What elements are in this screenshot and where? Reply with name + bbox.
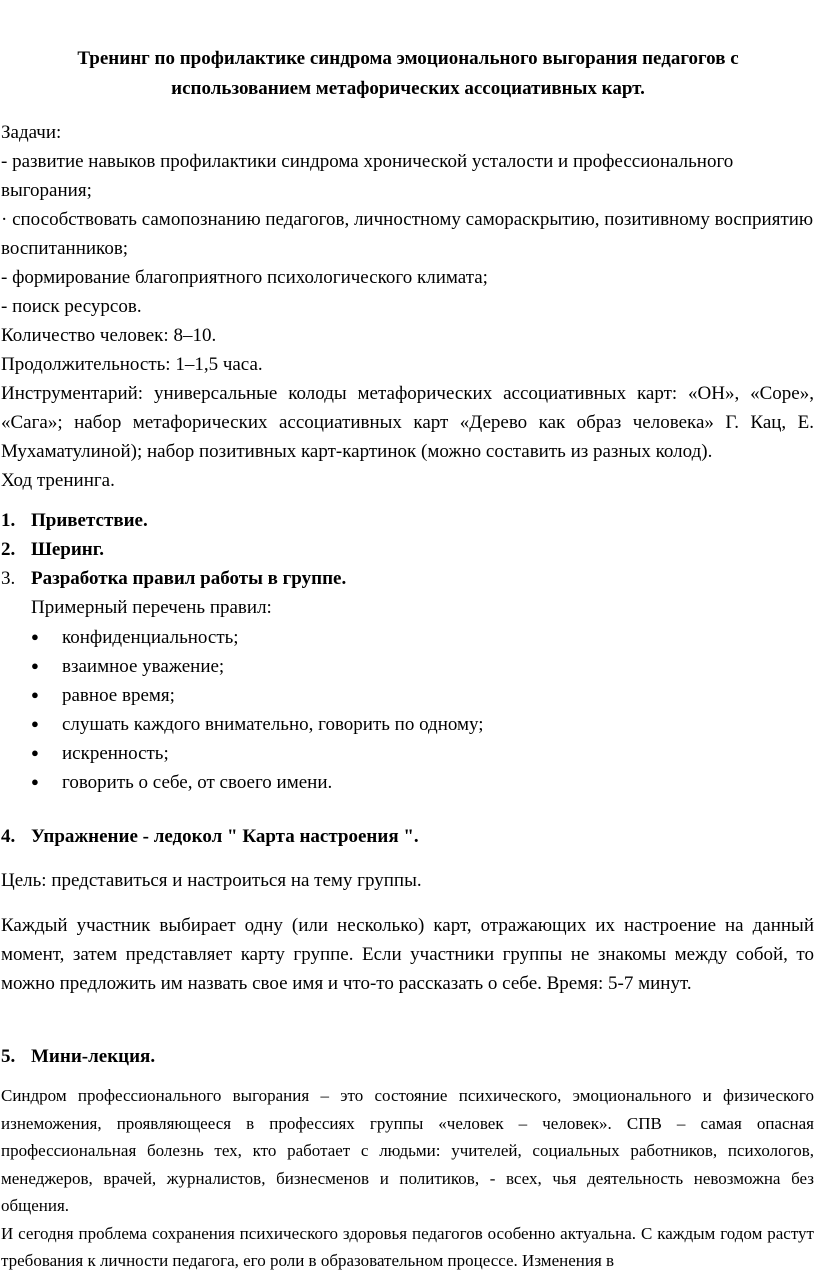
bullet-icon: ●	[31, 745, 39, 760]
lecture-number: 5.	[1, 1046, 16, 1067]
rule-item: ● говорить о себе, от своего имени.	[31, 767, 332, 797]
step-label: Разработка правил работы в группе.	[31, 568, 347, 589]
tools-paragraph: Инструментарий: универсальные колоды метафорических ассоциативных карт: «ОН», «Соре», «Сага»; набор метафорических ассоциативных карт «Дерево как образ человека» Г. Кац, Е. Мухаматулиной); набор позитивных карт-картинок (можно составить из разных колод).	[1, 383, 814, 462]
rules-intro: Примерный перечень правил:	[31, 597, 272, 618]
duration: Продолжительность: 1–1,5 часа.	[1, 354, 263, 375]
step-label: Приветствие.	[31, 510, 148, 531]
step-item	[1, 506, 148, 535]
exercise-heading	[1, 822, 419, 851]
lecture-heading	[1, 1042, 155, 1071]
task-item: - формирование благоприятного психологического климата;	[1, 267, 488, 288]
step-label: Шеринг.	[31, 539, 104, 560]
bullet-icon: ●	[31, 774, 39, 789]
rule-item: ● взаимное уважение;	[31, 651, 224, 681]
course-heading: Ход тренинга.	[1, 470, 115, 491]
rule-item: ● конфиденциальность;	[31, 622, 239, 652]
lecture-label: Мини-лекция.	[31, 1046, 156, 1067]
step-item	[1, 564, 346, 593]
step-item	[1, 535, 104, 564]
tasks-block	[1, 118, 814, 495]
task-item: · способствовать самопознанию педагогов, личностному самораскрытию, позитивному восприятию воспитанников;	[1, 209, 814, 259]
people-count: Количество человек: 8–10.	[1, 325, 217, 346]
lecture-paragraph: Синдром профессионального выгорания – это состояние психического, эмоционального и физического изнеможения, проявляющееся в профессиях группы «человек – человек». СПВ – самая опасная профессиональная болезнь тех, кто работает с людьми: учителей, социальных работников, психологов, менеджеров, врачей, журналистов, бизнесменов и политиков, - всех, чья деятельность невозможна без общения.	[1, 1086, 814, 1215]
rule-item: ● равное время;	[31, 680, 175, 710]
task-item: - поиск ресурсов.	[1, 296, 142, 317]
step-number: 3.	[1, 568, 16, 589]
title-line-2: использованием метафорических ассоциативных карт.	[171, 78, 645, 99]
bullet-icon: ●	[31, 716, 39, 731]
lecture-body	[1, 1082, 814, 1275]
exercise-label: Упражнение - ледокол " Карта настроения ".	[31, 826, 419, 847]
bullet-icon: ●	[31, 687, 39, 702]
bullet-icon: ●	[31, 629, 39, 644]
step-number: 1.	[1, 510, 16, 531]
rule-item: ● искренность;	[31, 738, 169, 768]
tasks-heading: Задачи:	[1, 122, 62, 143]
rule-item: ● слушать каждого внимательно, говорить по одному;	[31, 709, 484, 739]
exercise-goal: Цель: представиться и настроиться на тему группы.	[1, 870, 422, 891]
document-title	[20, 44, 796, 104]
exercise-description: Каждый участник выбирает одну (или несколько) карт, отражающих их настроение на данный момент, затем представляет карту группе. Если участники группы не знакомы между собой, то можно предложить им назвать свое имя и что-то рассказать о себе. Время: 5-7 минут.	[1, 915, 814, 994]
lecture-paragraph: И сегодня проблема сохранения психического здоровья педагогов особенно актуальна. С каждым годом растут требования к личности педагога, его роли в образовательном процессе. Изменения в	[1, 1223, 814, 1270]
title-line-1: Тренинг по профилактике синдрома эмоционального выгорания педагогов с	[77, 48, 739, 69]
bullet-icon: ●	[31, 658, 39, 673]
task-item: - развитие навыков профилактики синдрома хронической усталости и профессионального выгорания;	[1, 151, 734, 201]
step-number: 2.	[1, 539, 16, 560]
exercise-number: 4.	[1, 826, 16, 847]
